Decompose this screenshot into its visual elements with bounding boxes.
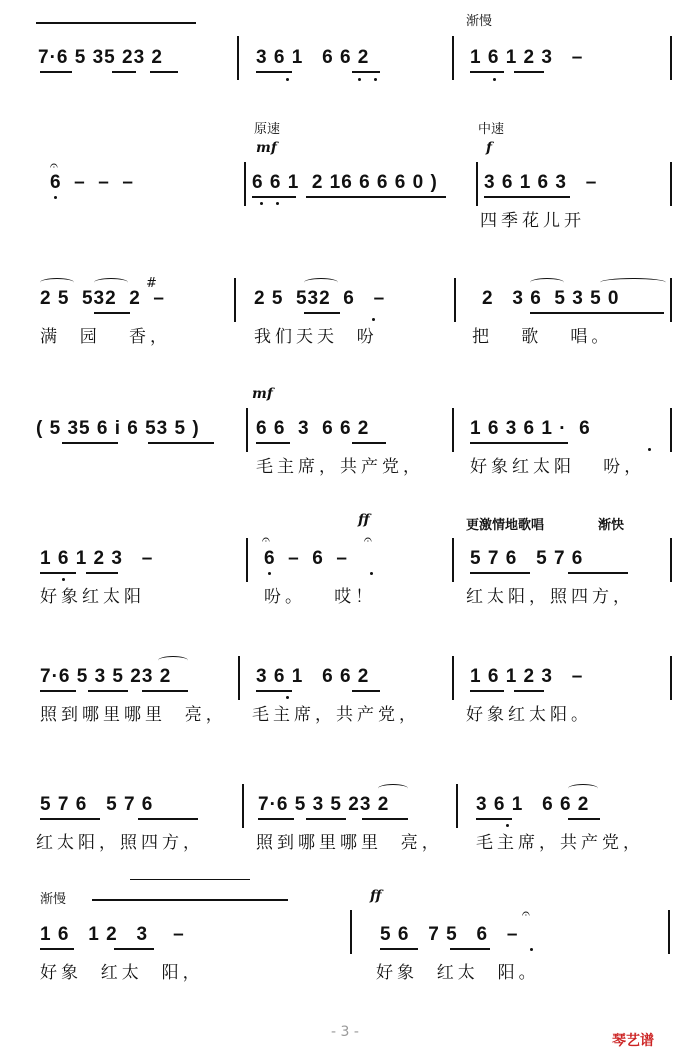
low-octave-dot — [506, 824, 509, 827]
lyrics-bar-1: 照到哪里哪里 亮， — [40, 705, 227, 725]
tempo-marking: 渐快 — [598, 518, 625, 533]
dynamic-marking: mf — [256, 140, 277, 156]
fermata-icon: 𝄐 — [50, 158, 58, 174]
lyrics-bar-2: 照到哪里哪里 亮， — [256, 833, 443, 853]
notes-bar-1: ( 5 35 6 i 6 53 5 ) — [36, 418, 200, 439]
notes-bar-2: 7·6 5 3 5 23 2 — [258, 794, 390, 815]
barline — [670, 162, 672, 206]
barline — [246, 538, 248, 582]
notes-bar-2: 6 6 1 2 16 6 6 6 0 ) — [252, 172, 438, 193]
barline — [234, 278, 236, 322]
underline — [256, 690, 292, 692]
notes-bar-3: 5 7 6 5 7 6 — [470, 548, 584, 569]
underline — [40, 818, 100, 820]
barline — [246, 408, 248, 452]
fermata-icon: 𝄐 — [522, 906, 530, 922]
underline — [40, 690, 76, 692]
slur — [94, 278, 128, 287]
underline — [142, 690, 188, 692]
slur — [600, 278, 666, 287]
low-octave-dot — [358, 78, 361, 81]
tempo-marking: 渐慢 — [466, 14, 493, 29]
logo: 琴艺谱 — [612, 1033, 654, 1049]
notes-bar-1: 7·6 5 3 5 23 2 — [40, 666, 172, 687]
lyrics-bar-3: 四季花儿开 — [480, 211, 585, 231]
notes-bar-2: 6 – 6 – — [264, 548, 348, 569]
underline — [62, 442, 118, 444]
fermata-icon: 𝄐 — [262, 532, 270, 548]
lyrics-bar-3: 好象红太阳。 — [466, 705, 592, 725]
barline — [350, 910, 352, 954]
barline — [452, 656, 454, 700]
notes-bar-3: 1 6 1 2 3 – — [470, 666, 584, 687]
notes-bar-2: 6 6 3 6 6 2 — [256, 418, 370, 439]
underline — [470, 442, 568, 444]
lyrics-bar-2: 吩。 哎！ — [264, 587, 377, 607]
underline — [258, 818, 294, 820]
decrescendo-line — [92, 899, 288, 901]
underline — [256, 71, 292, 73]
lyrics-bar-3: 好象红太阳 吩， — [470, 457, 646, 477]
notes-bar-3: 3 6 1 6 6 2 — [476, 794, 590, 815]
dynamic-marking: ff — [370, 888, 382, 904]
barline — [242, 784, 244, 828]
underline — [514, 690, 544, 692]
underline — [484, 196, 570, 198]
low-octave-dot — [54, 196, 57, 199]
expression-marking: 更激情地歌唱 — [466, 518, 545, 533]
fermata-icon: 𝄐 — [364, 532, 372, 548]
underline — [352, 71, 380, 73]
slur — [378, 784, 408, 793]
low-octave-dot — [260, 202, 263, 205]
low-octave-dot — [372, 318, 375, 321]
underline — [450, 948, 490, 950]
lyrics-bar-1: 红太阳，照四方， — [36, 833, 204, 853]
page-number: - 3 - — [331, 1024, 359, 1040]
underline — [40, 572, 76, 574]
notes-bar-2: 5 6 7 5 6 – — [380, 924, 519, 945]
barline — [476, 162, 478, 206]
underline — [514, 71, 544, 73]
underline — [256, 442, 290, 444]
notes-bar-1: 5 7 6 5 7 6 — [40, 794, 154, 815]
notes-bar-1: 2 5 532 2 – — [40, 288, 165, 309]
underline — [94, 312, 130, 314]
low-octave-dot — [493, 78, 496, 81]
underline — [568, 818, 600, 820]
underline — [362, 818, 408, 820]
low-octave-dot — [286, 696, 289, 699]
underline — [40, 71, 72, 73]
underline — [138, 818, 198, 820]
barline — [452, 408, 454, 452]
lyrics-bar-2: 好象 红太 阳。 — [376, 963, 540, 983]
low-octave-dot — [648, 448, 651, 451]
notes-bar-3: 1 6 1 2 3 – — [470, 47, 584, 68]
lyrics-bar-3: 毛主席，共产党， — [476, 833, 644, 853]
underline — [352, 442, 386, 444]
underline — [470, 572, 530, 574]
accidental-sharp: # — [146, 276, 157, 291]
notes-bar-3: 2 3 6 5 3 5 0 — [482, 288, 620, 309]
underline — [470, 71, 504, 73]
barline — [452, 36, 454, 80]
barline — [456, 784, 458, 828]
barline — [670, 408, 672, 452]
notes-bar-1: 7·6 5 35 23 2 — [38, 47, 163, 68]
decrescendo-line — [36, 22, 196, 24]
lyrics-bar-3: 红太阳，照四方， — [466, 587, 634, 607]
low-octave-dot — [374, 78, 377, 81]
slur — [40, 278, 74, 287]
underline — [114, 948, 154, 950]
barline — [244, 162, 246, 206]
underline — [86, 572, 118, 574]
slur — [158, 656, 188, 665]
dynamic-marking: f — [486, 140, 493, 156]
low-octave-dot — [62, 578, 65, 581]
tempo-marking: 渐慢 — [40, 892, 67, 907]
lyrics-bar-2: 我们天天 吩 — [254, 327, 378, 347]
low-octave-dot — [286, 78, 289, 81]
decrescendo-line — [130, 879, 250, 880]
slur — [568, 784, 598, 793]
underline — [88, 690, 128, 692]
underline — [530, 312, 664, 314]
slur — [530, 278, 564, 287]
lyrics-bar-2: 毛主席，共产党， — [256, 457, 424, 477]
tempo-marking: 原速 — [254, 122, 281, 137]
barline — [452, 538, 454, 582]
tempo-marking: 中速 — [478, 122, 505, 137]
notes-bar-1: 1 6 1 2 3 – — [40, 548, 154, 569]
low-octave-dot — [276, 202, 279, 205]
underline — [112, 71, 136, 73]
barline — [237, 36, 239, 80]
lyrics-bar-2: 毛主席，共产党， — [252, 705, 420, 725]
barline — [238, 656, 240, 700]
notes-bar-2: 2 5 532 6 – — [254, 288, 386, 309]
low-octave-dot — [370, 572, 373, 575]
notes-bar-3: 3 6 1 6 3 – — [484, 172, 598, 193]
notes-bar-1: 6 – – – — [50, 172, 134, 193]
lyrics-bar-3: 把 歌 唱。 — [472, 327, 613, 347]
low-octave-dot — [268, 572, 271, 575]
dynamic-marking: mf — [252, 386, 273, 402]
underline — [306, 196, 446, 198]
notes-bar-2: 3 6 1 6 6 2 — [256, 47, 370, 68]
underline — [476, 818, 512, 820]
underline — [306, 818, 346, 820]
notes-bar-3: 1 6 3 6 1 · 6 — [470, 418, 591, 439]
barline — [670, 36, 672, 80]
underline — [470, 690, 504, 692]
underline — [252, 196, 296, 198]
notes-bar-1: 1 6 1 2 3 – — [40, 924, 185, 945]
barline — [670, 538, 672, 582]
lyrics-bar-1: 好象红太阳 — [40, 587, 145, 607]
dynamic-marking: ff — [358, 512, 370, 528]
underline — [352, 690, 380, 692]
underline — [568, 572, 628, 574]
slur — [304, 278, 338, 287]
barline — [670, 278, 672, 322]
barline — [668, 910, 670, 954]
lyrics-bar-1: 好象 红太 阳， — [40, 963, 204, 983]
underline — [304, 312, 340, 314]
low-octave-dot — [530, 948, 533, 951]
barline — [454, 278, 456, 322]
underline — [148, 442, 214, 444]
notes-bar-2: 3 6 1 6 6 2 — [256, 666, 370, 687]
lyrics-bar-1: 满 园 香， — [40, 327, 172, 347]
barline — [670, 656, 672, 700]
underline — [40, 948, 74, 950]
underline — [150, 71, 178, 73]
underline — [380, 948, 418, 950]
